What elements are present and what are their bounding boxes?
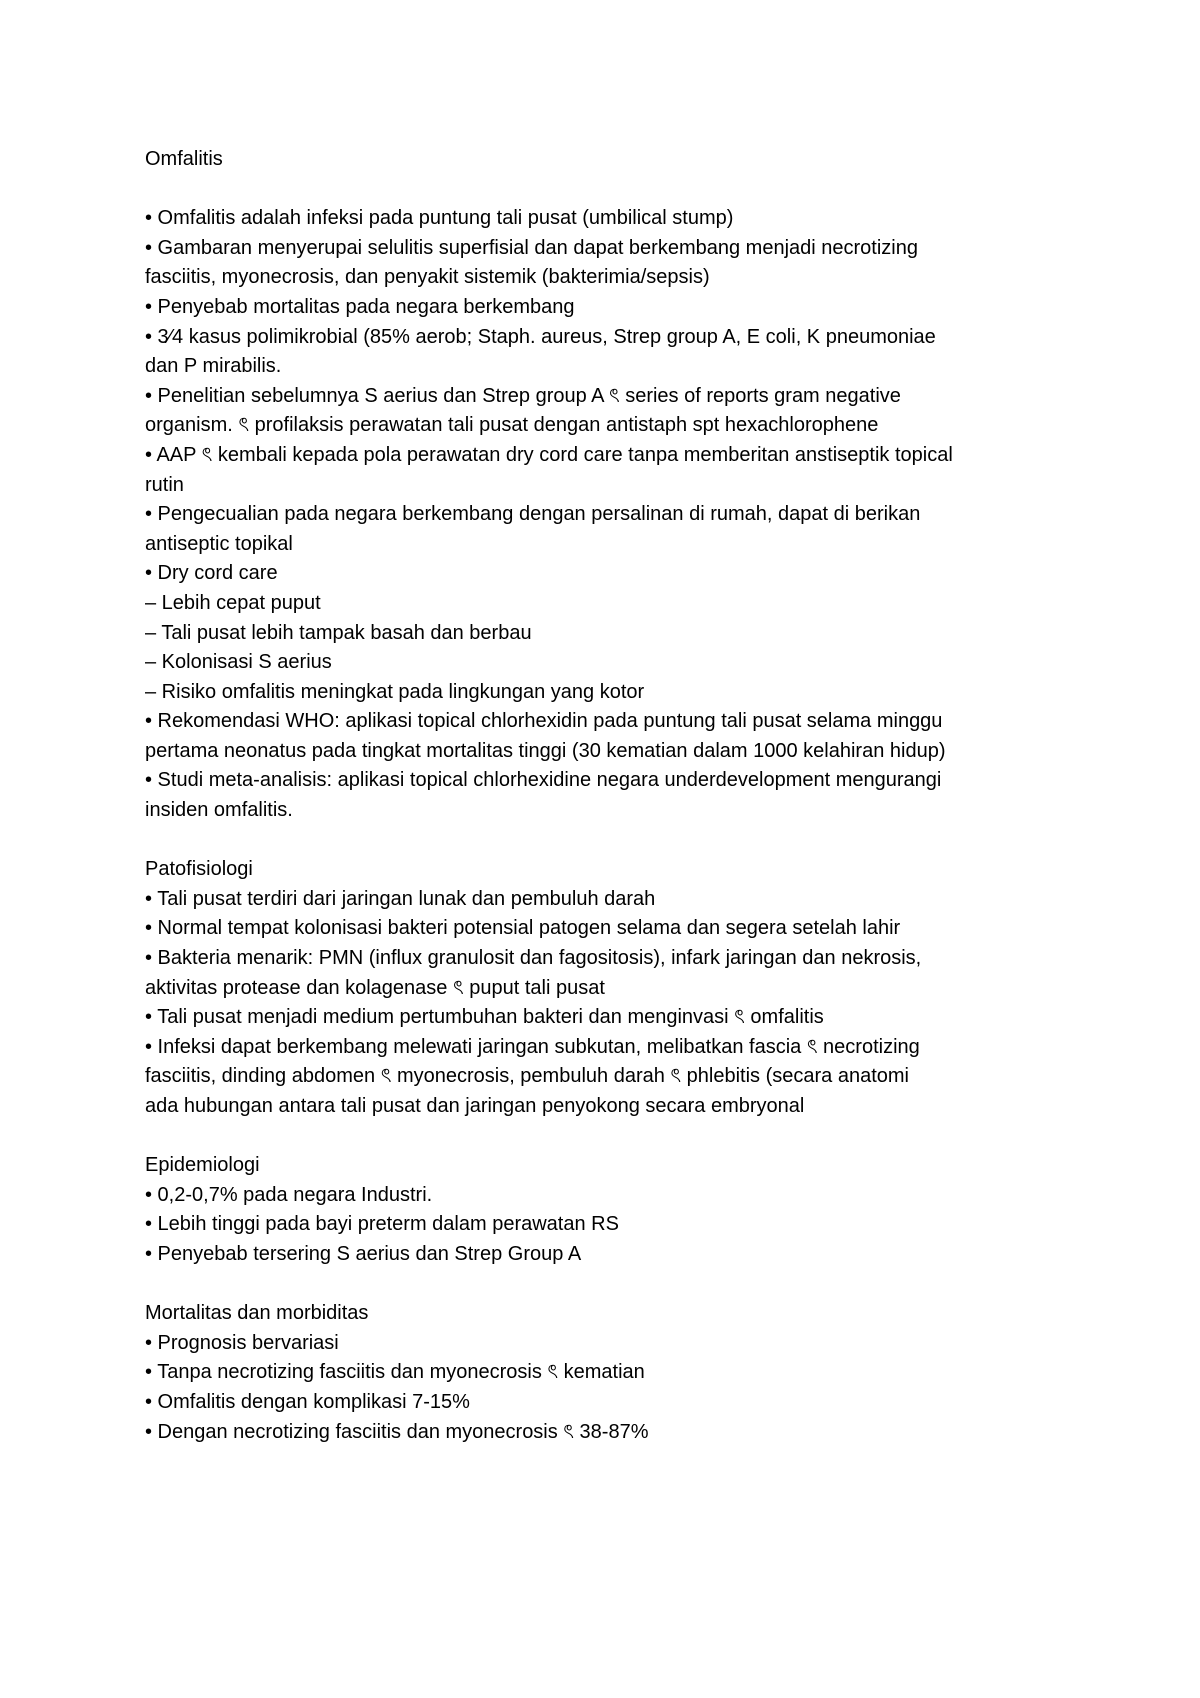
section-heading: Omfalitis	[145, 148, 223, 170]
text-line: • Prognosis bervariasi	[145, 1331, 339, 1354]
text-line: • Dry cord care	[145, 562, 278, 585]
text-line: • 0,2-0,7% pada negara Industri.	[145, 1183, 433, 1206]
text-line: • Normal tempat kolonisasi bakteri potensial patogen selama dan segera setelah lahir	[145, 917, 901, 940]
text-line: – Kolonisasi S aerius	[145, 651, 332, 674]
text-line: ada hubungan antara tali pusat dan jaringan penyokong secara embryonal	[145, 1095, 805, 1117]
text-line: • Gambaran menyerupai selulitis superfisial dan dapat berkembang menjadi necrotizing	[145, 236, 918, 259]
text-line: aktivitas protease dan kolagenase ৎ puput tali pusat	[145, 976, 605, 999]
text-line: pertama neonatus pada tingkat mortalitas tinggi (30 kematian dalam 1000 kelahiran hidup)	[145, 739, 946, 762]
section-patofisiologi	[145, 855, 1090, 1121]
text-line: • 3⁄4 kasus polimikrobial (85% aerob; Staph. aureus, Strep group A, E coli, K pneumoniae	[145, 325, 936, 348]
section-heading: Patofisiologi	[145, 858, 253, 881]
text-line: – Tali pusat lebih tampak basah dan berbau	[145, 621, 532, 644]
text-line: insiden omfalitis.	[145, 799, 293, 822]
text-line: • Dengan necrotizing fasciitis dan myonecrosis ৎ 38-87%	[145, 1420, 649, 1443]
text-line: fasciitis, myonecrosis, dan penyakit sistemik (bakterimia/sepsis)	[145, 266, 710, 289]
text-line: • Pengecualian pada negara berkembang dengan persalinan di rumah, dapat di berikan	[145, 503, 921, 526]
text-line: • Tali pusat menjadi medium pertumbuhan bakteri dan menginvasi ৎ omfalitis	[145, 1006, 824, 1029]
section-mortalitas	[145, 1299, 1090, 1447]
section-heading: Mortalitas dan morbiditas	[145, 1302, 369, 1325]
blank-line	[145, 175, 1090, 205]
text-line: • Omfalitis dengan komplikasi 7-15%	[145, 1390, 470, 1413]
text-line: – Risiko omfalitis meningkat pada lingkungan yang kotor	[145, 680, 645, 703]
section-epidemiologi	[145, 1151, 1090, 1269]
text-line: • Infeksi dapat berkembang melewati jaringan subkutan, melibatkan fascia ৎ necrotizing	[145, 1035, 920, 1058]
text-line: fasciitis, dinding abdomen ৎ myonecrosis, pembuluh darah ৎ phlebitis (secara anatomi	[145, 1065, 909, 1088]
text-line: • AAP ৎ kembali kepada pola perawatan dry cord care tanpa memberitan anstiseptik topical	[145, 443, 953, 466]
text-line: • Penelitian sebelumnya S aerius dan Strep group A ৎ series of reports gram negative	[145, 384, 901, 407]
text-line: dan P mirabilis.	[145, 355, 282, 378]
text-line: • Penyebab tersering S aerius dan Strep Group A	[145, 1242, 582, 1265]
text-line: – Lebih cepat puput	[145, 591, 321, 614]
text-line: • Lebih tinggi pada bayi preterm dalam perawatan RS	[145, 1213, 619, 1236]
text-line: • Studi meta-analisis: aplikasi topical chlorhexidine negara underdevelopment mengurangi	[145, 769, 942, 792]
section-omfalitis	[145, 145, 1090, 826]
section-heading: Epidemiologi	[145, 1154, 260, 1177]
text-line: • Tali pusat terdiri dari jaringan lunak dan pembuluh darah	[145, 887, 656, 910]
text-line: • Tanpa necrotizing fasciitis dan myonecrosis ৎ kematian	[145, 1361, 645, 1384]
text-line: rutin	[145, 473, 184, 496]
text-line: • Bakteria menarik: PMN (influx granulosit dan fagositosis), infark jaringan dan nekrosis,	[145, 947, 922, 970]
text-line: • Rekomendasi WHO: aplikasi topical chlorhexidin pada puntung tali pusat selama minggu	[145, 710, 943, 733]
text-line: • Omfalitis adalah infeksi pada puntung tali pusat (umbilical stump)	[145, 207, 734, 230]
text-line: antiseptic topikal	[145, 532, 293, 555]
text-line: organism. ৎ profilaksis perawatan tali pusat dengan antistaph spt hexachlorophene	[145, 414, 879, 437]
document-body	[145, 145, 1090, 1477]
text-line: • Penyebab mortalitas pada negara berkembang	[145, 295, 575, 318]
